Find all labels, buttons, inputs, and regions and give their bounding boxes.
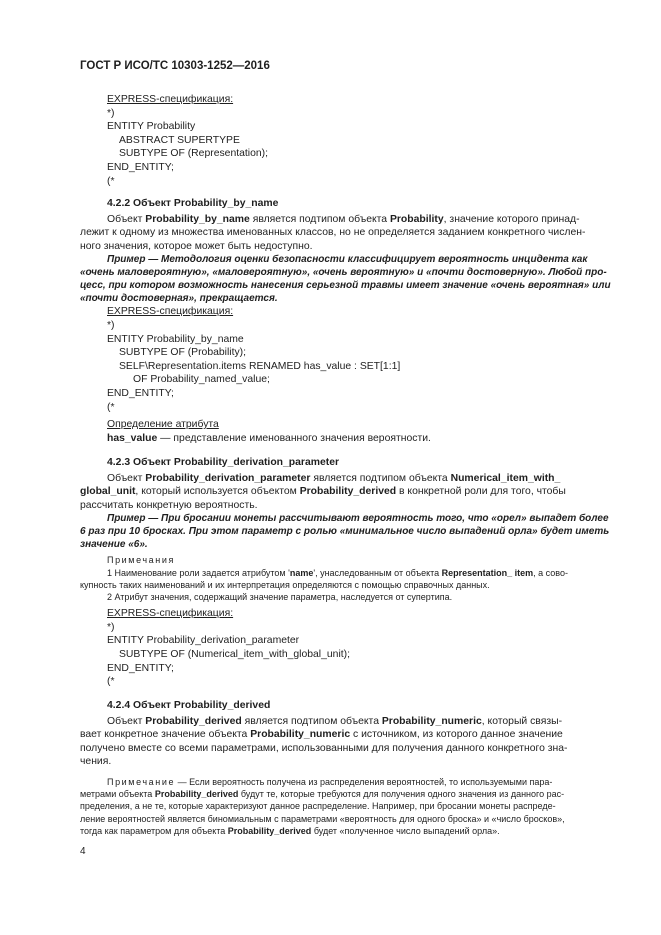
spec-line: *) xyxy=(107,319,115,331)
paragraph-line: ного значения, которое может быть недоступно. xyxy=(80,240,313,252)
paragraph-line: получено вместе со всеми параметрами, использованными для получения данного конкретного зна- xyxy=(80,742,568,754)
example-line: «очень маловероятную», «маловероятную», «очень вероятную» и «почти достоверную». Любой про- xyxy=(80,267,607,279)
paragraph-line: лежит к одному из множества именованных классов, но не определяется заданием конкретного числен- xyxy=(80,227,586,239)
example-line: Пример — При бросании монеты рассчитывают вероятность того, что «орел» выпадет более xyxy=(107,513,609,525)
entity-name: Probability_derived xyxy=(154,789,239,800)
text: является подтипом объекта xyxy=(310,472,451,484)
paragraph-line: чения. xyxy=(80,756,112,768)
text: является подтипом объекта xyxy=(241,715,382,727)
spec-line: END_ENTITY; xyxy=(107,387,174,399)
text: в конкретной роли для того, чтобы xyxy=(396,486,566,498)
text: , который связы- xyxy=(481,715,563,727)
note-line: 2 Атрибут значения, содержащий значение параметра, наследуется от супертипа. xyxy=(107,591,453,602)
example-line: Пример — Методология оценки безопасности классифицирует вероятность инцидента как xyxy=(107,254,588,266)
text: будут те, которые требуются для получения одного значения из данного рас- xyxy=(238,789,565,800)
spec-line: SELF\Representation.items RENAMED has_value : SET[1:1] xyxy=(119,360,401,372)
entity-name: Numerical_item_with_ xyxy=(450,472,561,484)
spec-line: ABSTRACT SUPERTYPE xyxy=(119,134,240,146)
text: , а сово- xyxy=(533,567,568,578)
note-line xyxy=(80,567,616,579)
section-title: 4.2.4 Объект Probability_derived xyxy=(107,700,271,711)
spec-line: OF Probability_named_value; xyxy=(133,374,270,386)
spec-line: ENTITY Probability_by_name xyxy=(107,333,244,345)
paragraph-line xyxy=(80,728,616,742)
attribute-name: name xyxy=(289,567,314,578)
text: , значение которого принад- xyxy=(443,213,580,225)
paragraph-line: рассчитать конкретную вероятность. xyxy=(80,499,258,511)
entity-name: Probability_by_name xyxy=(145,213,250,225)
section-title: 4.2.3 Объект Probability_derivation_parameter xyxy=(107,457,340,468)
paragraph-line xyxy=(80,472,616,486)
spec-line: SUBTYPE OF (Numerical_item_with_global_unit); xyxy=(119,648,350,660)
spec-label: EXPRESS-спецификация: xyxy=(107,306,234,318)
entity-name: Representation_ item xyxy=(441,567,534,578)
example-line: цесс, при котором возможность нанесения серьезной травмы имеет значение «очень вероятная» или xyxy=(80,280,611,292)
note-line: купность таких наименований и их интерпретация определяются с помощью справочных данных. xyxy=(80,579,490,590)
express-spec-probability xyxy=(80,93,616,188)
entity-name: Probability_derived xyxy=(227,825,312,836)
example-line: «почти достоверная», прекращается. xyxy=(80,293,278,305)
text: ', унаследованным от объекта xyxy=(313,567,442,578)
text: будет «полученное число выпадений орла». xyxy=(311,825,500,836)
entity-name: Probability_derived xyxy=(299,486,397,498)
text: , который используется объектом xyxy=(135,486,300,498)
text: Объект xyxy=(107,715,146,727)
entity-name: Probability_numeric xyxy=(381,715,482,727)
section-title: 4.2.2 Объект Probability_by_name xyxy=(107,198,279,209)
note-line: ление вероятностей является биномиальным с параметрами «вероятность для одного броска» и «число бросков», xyxy=(80,813,565,824)
text: 1 Наименование роли задается атрибутом ' xyxy=(107,567,290,578)
spec-line: *) xyxy=(107,621,115,633)
spec-line: ENTITY Probability xyxy=(107,121,196,133)
text: Объект xyxy=(107,213,146,225)
spec-line: *) xyxy=(107,107,115,119)
text: Объект xyxy=(107,472,146,484)
section-4-2-2 xyxy=(80,197,616,445)
spec-label: EXPRESS-спецификация: xyxy=(107,94,234,105)
entity-name: Probability_derivation_parameter xyxy=(145,472,311,484)
text: — Если вероятность получена из распределения вероятностей, то используемыми пара- xyxy=(175,776,553,787)
text: — представление именованного значения вероятности. xyxy=(157,432,431,444)
note-line xyxy=(80,788,616,800)
example-line: 6 раз при 10 бросках. При этом параметр с ролью «минимальное число выпадений орла» будет иметь xyxy=(80,526,610,538)
spec-line: (* xyxy=(107,175,115,187)
text: вает конкретное значение объекта xyxy=(80,729,251,741)
spec-line: SUBTYPE OF (Probability); xyxy=(119,347,247,359)
paragraph-line xyxy=(80,213,616,227)
note-line: пределения, а не те, которые характеризуют данное распределение. Например, при бросании монеты распреде- xyxy=(80,801,556,812)
note-line xyxy=(80,776,616,788)
entity-name: Probability_numeric xyxy=(250,729,351,741)
document-header: ГОСТ Р ИСО/ТС 10303-1252—2016 xyxy=(80,60,270,72)
spec-line: (* xyxy=(107,676,115,688)
attribute-name: has_value xyxy=(107,432,158,444)
spec-line: END_ENTITY; xyxy=(107,161,174,173)
text: тогда как параметром для объекта xyxy=(80,825,228,836)
spec-label: EXPRESS-спецификация: xyxy=(107,608,234,620)
notes-label: Примечания xyxy=(107,555,175,566)
spec-line: (* xyxy=(107,401,115,413)
entity-name: Probability xyxy=(389,213,444,225)
entity-name: Probability_derived xyxy=(145,715,242,727)
note-label: Примечание xyxy=(107,776,176,787)
paragraph-line xyxy=(80,715,616,729)
text: с источником, из которого данное значение xyxy=(350,729,563,741)
section-4-2-3 xyxy=(80,456,616,689)
example-line: значение «6». xyxy=(80,539,148,551)
spec-line: SUBTYPE OF (Representation); xyxy=(119,148,268,160)
note-line xyxy=(80,825,616,837)
section-4-2-4 xyxy=(80,699,616,837)
paragraph-line xyxy=(80,485,616,499)
page-number: 4 xyxy=(80,846,86,857)
spec-line: END_ENTITY; xyxy=(107,662,174,674)
text: метрами объекта xyxy=(80,789,155,800)
attribute-definition-label: Определение атрибута xyxy=(107,419,219,431)
attribute-definition xyxy=(80,432,616,446)
spec-line: ENTITY Probability_derivation_parameter xyxy=(107,635,300,647)
entity-name: global_unit xyxy=(80,486,136,498)
text: является подтипом объекта xyxy=(249,213,390,225)
